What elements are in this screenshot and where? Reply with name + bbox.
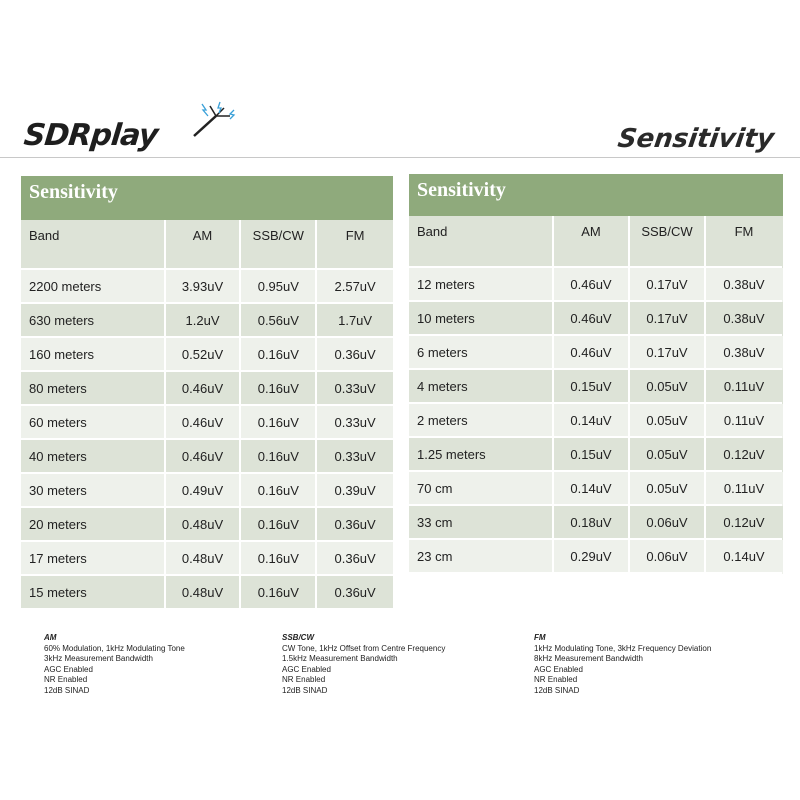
table-row	[21, 406, 393, 440]
band-cell: 70 cm	[409, 472, 554, 506]
note-line: AGC Enabled	[534, 664, 583, 674]
fm-cell: 0.36uV	[317, 508, 393, 542]
am-cell: 0.46uV	[554, 336, 630, 370]
page-heading: Sensitivity	[616, 124, 777, 154]
table-row	[21, 542, 393, 576]
ssb-cw-cell: 0.16uV	[241, 372, 317, 406]
am-cell: 0.46uV	[166, 372, 242, 406]
am-cell: 0.15uV	[554, 438, 630, 472]
ssb-cw-cell: 0.16uV	[241, 542, 317, 576]
am-cell: 0.48uV	[166, 576, 242, 610]
table-row	[21, 576, 393, 610]
band-cell: 12 meters	[409, 268, 554, 302]
table-row	[409, 370, 783, 404]
note-line: CW Tone, 1kHz Offset from Centre Frequency	[282, 643, 446, 653]
am-cell: 0.14uV	[554, 472, 630, 506]
table-header-row	[21, 220, 393, 270]
ssb-cw-cell: 0.16uV	[241, 576, 317, 610]
am-cell: 0.18uV	[554, 506, 630, 540]
ssb-cw-cell: 0.05uV	[630, 404, 706, 438]
column-header-band: Band	[21, 220, 166, 270]
am-cell: 0.49uV	[166, 474, 242, 508]
sensitivity-table-left	[21, 176, 393, 610]
column-header-ssb-cw: SSB/CW	[241, 220, 317, 270]
ssb-cw-notes	[282, 633, 445, 697]
note-line: 12dB SINAD	[282, 685, 328, 695]
table-row	[409, 438, 783, 472]
band-cell: 160 meters	[21, 338, 166, 372]
band-cell: 2 meters	[409, 404, 554, 438]
fm-cell: 0.36uV	[317, 576, 393, 610]
band-cell: 40 meters	[21, 440, 166, 474]
table-row	[409, 302, 783, 336]
note-line: 3kHz Measurement Bandwidth	[44, 654, 153, 664]
ssb-cw-cell: 0.16uV	[241, 440, 317, 474]
ssb-cw-cell: 0.16uV	[241, 406, 317, 440]
table-row	[409, 404, 783, 438]
fm-cell: 0.33uV	[317, 440, 393, 474]
band-cell: 80 meters	[21, 372, 166, 406]
ssb-cw-cell: 0.16uV	[241, 338, 317, 372]
column-header-am: AM	[554, 216, 630, 268]
note-line: 60% Modulation, 1kHz Modulating Tone	[44, 643, 185, 653]
note-line: AGC Enabled	[282, 664, 331, 674]
am-cell: 0.52uV	[166, 338, 242, 372]
sensitivity-table-right	[409, 174, 783, 574]
band-cell: 60 meters	[21, 406, 166, 440]
fm-cell: 0.38uV	[706, 336, 782, 370]
fm-cell: 0.12uV	[706, 438, 782, 472]
sdrplay-logo	[24, 100, 224, 158]
am-cell: 0.48uV	[166, 542, 242, 576]
fm-cell: 0.11uV	[706, 404, 782, 438]
column-header-ssb-cw: SSB/CW	[630, 216, 706, 268]
column-header-fm: FM	[317, 220, 393, 270]
am-cell: 0.46uV	[554, 302, 630, 336]
am-cell: 0.46uV	[166, 406, 242, 440]
table-row	[21, 270, 393, 304]
band-cell: 2200 meters	[21, 270, 166, 304]
fm-cell: 0.38uV	[706, 268, 782, 302]
band-cell: 6 meters	[409, 336, 554, 370]
am-cell: 0.29uV	[554, 540, 630, 574]
am-cell: 0.48uV	[166, 508, 242, 542]
fm-cell: 0.36uV	[317, 338, 393, 372]
table-row	[21, 474, 393, 508]
am-notes	[44, 633, 185, 697]
ssb-cw-cell: 0.05uV	[630, 438, 706, 472]
fm-cell: 0.38uV	[706, 302, 782, 336]
note-line: AGC Enabled	[44, 664, 93, 674]
am-cell: 0.14uV	[554, 404, 630, 438]
ssb-cw-cell: 0.17uV	[630, 336, 706, 370]
table-row	[21, 508, 393, 542]
fm-cell: 0.14uV	[706, 540, 782, 574]
notes-heading: AM	[44, 633, 57, 642]
table-row	[409, 506, 783, 540]
table-row	[409, 268, 783, 302]
fm-cell: 0.33uV	[317, 372, 393, 406]
antenna-spark-icon	[154, 100, 244, 140]
notes-heading: FM	[534, 633, 546, 642]
note-line: NR Enabled	[44, 675, 88, 685]
band-cell: 20 meters	[21, 508, 166, 542]
ssb-cw-cell: 0.56uV	[241, 304, 317, 338]
note-line: 8kHz Measurement Bandwidth	[534, 654, 643, 664]
fm-notes	[534, 633, 711, 697]
table-row	[409, 540, 783, 574]
fm-cell: 0.11uV	[706, 472, 782, 506]
table-row	[21, 372, 393, 406]
ssb-cw-cell: 0.16uV	[241, 474, 317, 508]
ssb-cw-cell: 0.16uV	[241, 508, 317, 542]
fm-cell: 0.12uV	[706, 506, 782, 540]
table-title: Sensitivity	[409, 174, 783, 216]
fm-cell: 0.33uV	[317, 406, 393, 440]
fm-cell: 1.7uV	[317, 304, 393, 338]
header-divider	[0, 157, 800, 158]
ssb-cw-cell: 0.17uV	[630, 302, 706, 336]
table-header-row	[409, 216, 783, 268]
table-row	[409, 336, 783, 370]
fm-cell: 0.11uV	[706, 370, 782, 404]
logo-text: SDRplay	[22, 118, 160, 153]
band-cell: 15 meters	[21, 576, 166, 610]
band-cell: 30 meters	[21, 474, 166, 508]
column-header-fm: FM	[706, 216, 782, 268]
table-title: Sensitivity	[21, 176, 393, 220]
ssb-cw-cell: 0.05uV	[630, 370, 706, 404]
band-cell: 17 meters	[21, 542, 166, 576]
column-header-band: Band	[409, 216, 554, 268]
fm-cell: 0.39uV	[317, 474, 393, 508]
note-line: NR Enabled	[282, 675, 326, 685]
band-cell: 33 cm	[409, 506, 554, 540]
note-line: 1kHz Modulating Tone, 3kHz Frequency Deviation	[534, 643, 712, 653]
note-line: 12dB SINAD	[534, 685, 580, 695]
am-cell: 1.2uV	[166, 304, 242, 338]
ssb-cw-cell: 0.05uV	[630, 472, 706, 506]
table-row	[21, 440, 393, 474]
table-row	[409, 472, 783, 506]
note-line: NR Enabled	[534, 675, 578, 685]
notes-heading: SSB/CW	[282, 633, 314, 642]
ssb-cw-cell: 0.17uV	[630, 268, 706, 302]
table-row	[21, 304, 393, 338]
ssb-cw-cell: 0.06uV	[630, 506, 706, 540]
am-cell: 0.15uV	[554, 370, 630, 404]
table-row	[21, 338, 393, 372]
am-cell: 0.46uV	[166, 440, 242, 474]
ssb-cw-cell: 0.06uV	[630, 540, 706, 574]
fm-cell: 0.36uV	[317, 542, 393, 576]
column-header-am: AM	[166, 220, 242, 270]
note-line: 12dB SINAD	[44, 685, 90, 695]
band-cell: 23 cm	[409, 540, 554, 574]
band-cell: 4 meters	[409, 370, 554, 404]
am-cell: 3.93uV	[166, 270, 242, 304]
band-cell: 1.25 meters	[409, 438, 554, 472]
band-cell: 630 meters	[21, 304, 166, 338]
ssb-cw-cell: 0.95uV	[241, 270, 317, 304]
band-cell: 10 meters	[409, 302, 554, 336]
note-line: 1.5kHz Measurement Bandwidth	[282, 654, 398, 664]
am-cell: 0.46uV	[554, 268, 630, 302]
fm-cell: 2.57uV	[317, 270, 393, 304]
